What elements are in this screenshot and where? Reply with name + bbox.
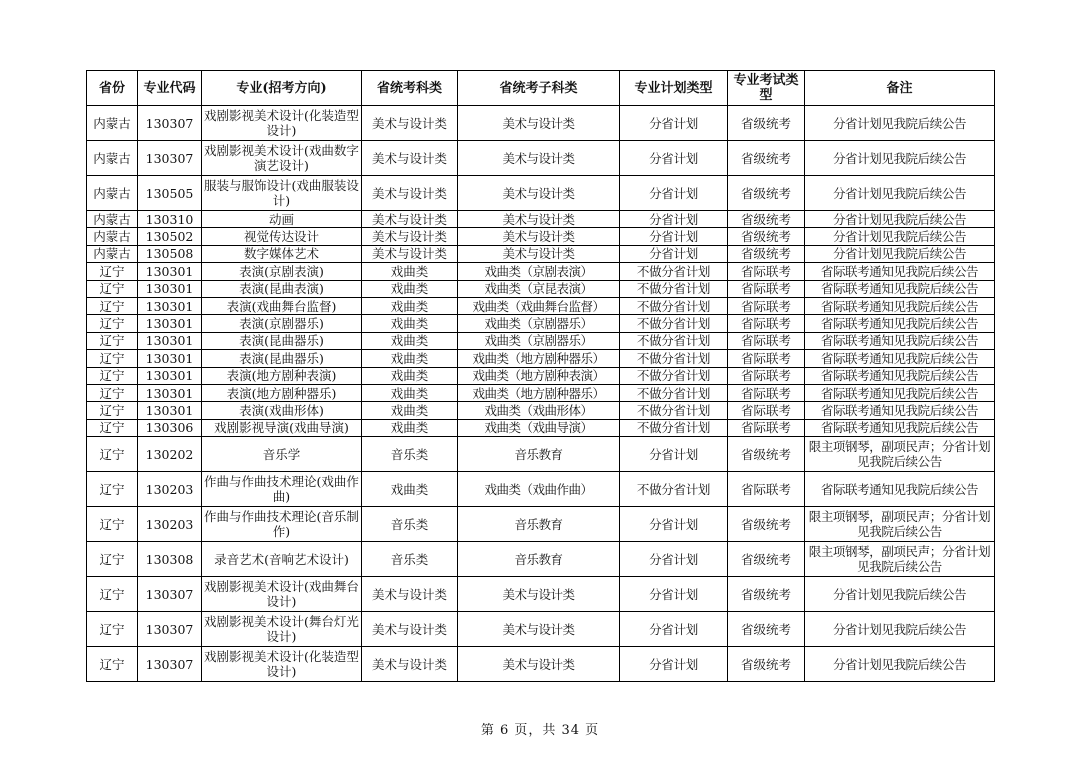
cell-remarks: 省际联考通知见我院后续公告 [805, 297, 995, 314]
cell-category: 美术与设计类 [362, 612, 458, 647]
cell-subcategory: 美术与设计类 [458, 577, 620, 612]
table-row [87, 577, 995, 612]
cell-code: 130203 [138, 507, 202, 542]
cell-major: 音乐学 [202, 437, 362, 472]
cell-remarks: 分省计划见我院后续公告 [805, 245, 995, 262]
cell-code: 130301 [138, 297, 202, 314]
cell-remarks: 分省计划见我院后续公告 [805, 176, 995, 211]
cell-exam-type: 省级统考 [728, 245, 805, 262]
cell-province: 辽宁 [87, 402, 138, 419]
cell-subcategory: 戏曲类（地方剧种器乐） [458, 384, 620, 401]
header-major: 专业(招考方向) [202, 71, 362, 106]
cell-code: 130307 [138, 647, 202, 682]
cell-exam-type: 省级统考 [728, 176, 805, 211]
table-row [87, 350, 995, 367]
cell-major: 戏剧影视导演(戏曲导演) [202, 419, 362, 436]
cell-major: 戏剧影视美术设计(戏曲数字演艺设计) [202, 141, 362, 176]
cell-exam-type: 省级统考 [728, 507, 805, 542]
cell-plan-type: 不做分省计划 [620, 297, 728, 314]
table-row [87, 507, 995, 542]
cell-exam-type: 省级统考 [728, 106, 805, 141]
cell-category: 戏曲类 [362, 384, 458, 401]
cell-category: 美术与设计类 [362, 647, 458, 682]
cell-province: 辽宁 [87, 332, 138, 349]
cell-major: 视觉传达设计 [202, 228, 362, 245]
cell-major: 戏剧影视美术设计(化装造型设计) [202, 647, 362, 682]
cell-plan-type: 不做分省计划 [620, 280, 728, 297]
cell-code: 130301 [138, 263, 202, 280]
cell-plan-type: 分省计划 [620, 228, 728, 245]
table-row [87, 384, 995, 401]
cell-major: 戏剧影视美术设计(戏曲舞台设计) [202, 577, 362, 612]
cell-plan-type: 分省计划 [620, 106, 728, 141]
cell-major: 录音艺术(音响艺术设计) [202, 542, 362, 577]
cell-province: 辽宁 [87, 419, 138, 436]
cell-plan-type: 分省计划 [620, 245, 728, 262]
table-row [87, 542, 995, 577]
cell-category: 戏曲类 [362, 297, 458, 314]
cell-category: 美术与设计类 [362, 245, 458, 262]
table-row [87, 176, 995, 211]
cell-plan-type: 不做分省计划 [620, 350, 728, 367]
table-row [87, 332, 995, 349]
cell-plan-type: 不做分省计划 [620, 402, 728, 419]
cell-remarks: 省际联考通知见我院后续公告 [805, 419, 995, 436]
cell-exam-type: 省际联考 [728, 419, 805, 436]
header-exam-type: 专业考试类型 [728, 71, 805, 106]
admission-plan-table [86, 70, 995, 682]
cell-major: 表演(戏曲舞台监督) [202, 297, 362, 314]
cell-code: 130301 [138, 402, 202, 419]
cell-subcategory: 音乐教育 [458, 542, 620, 577]
cell-category: 美术与设计类 [362, 211, 458, 228]
cell-major: 表演(京剧表演) [202, 263, 362, 280]
cell-subcategory: 美术与设计类 [458, 141, 620, 176]
cell-exam-type: 省际联考 [728, 402, 805, 419]
cell-plan-type: 不做分省计划 [620, 332, 728, 349]
cell-major: 动画 [202, 211, 362, 228]
cell-exam-type: 省际联考 [728, 384, 805, 401]
cell-code: 130306 [138, 419, 202, 436]
cell-exam-type: 省级统考 [728, 577, 805, 612]
cell-subcategory: 美术与设计类 [458, 245, 620, 262]
cell-category: 戏曲类 [362, 367, 458, 384]
cell-major: 表演(地方剧种表演) [202, 367, 362, 384]
cell-province: 内蒙古 [87, 106, 138, 141]
cell-subcategory: 戏曲类（戏曲作曲） [458, 472, 620, 507]
header-code: 专业代码 [138, 71, 202, 106]
cell-exam-type: 省级统考 [728, 542, 805, 577]
table-row [87, 106, 995, 141]
cell-exam-type: 省际联考 [728, 263, 805, 280]
table-row [87, 472, 995, 507]
cell-category: 戏曲类 [362, 315, 458, 332]
cell-code: 130308 [138, 542, 202, 577]
cell-category: 美术与设计类 [362, 228, 458, 245]
table-header-row [87, 71, 995, 106]
header-subcategory: 省统考子科类 [458, 71, 620, 106]
cell-category: 戏曲类 [362, 263, 458, 280]
cell-category: 音乐类 [362, 507, 458, 542]
cell-remarks: 省际联考通知见我院后续公告 [805, 367, 995, 384]
cell-code: 130301 [138, 384, 202, 401]
cell-province: 辽宁 [87, 350, 138, 367]
header-category: 省统考科类 [362, 71, 458, 106]
cell-province: 辽宁 [87, 280, 138, 297]
cell-subcategory: 戏曲类（京昆表演） [458, 280, 620, 297]
cell-category: 音乐类 [362, 542, 458, 577]
cell-province: 内蒙古 [87, 141, 138, 176]
table-row [87, 280, 995, 297]
cell-exam-type: 省级统考 [728, 228, 805, 245]
cell-subcategory: 美术与设计类 [458, 228, 620, 245]
table-row [87, 402, 995, 419]
cell-category: 美术与设计类 [362, 106, 458, 141]
cell-major: 服装与服饰设计(戏曲服装设计) [202, 176, 362, 211]
cell-plan-type: 分省计划 [620, 577, 728, 612]
cell-code: 130307 [138, 577, 202, 612]
table-row [87, 297, 995, 314]
cell-province: 辽宁 [87, 315, 138, 332]
cell-remarks: 分省计划见我院后续公告 [805, 612, 995, 647]
table-row [87, 612, 995, 647]
cell-major: 表演(京剧器乐) [202, 315, 362, 332]
cell-remarks: 省际联考通知见我院后续公告 [805, 384, 995, 401]
cell-exam-type: 省级统考 [728, 141, 805, 176]
table-row [87, 228, 995, 245]
cell-subcategory: 戏曲类（戏曲导演） [458, 419, 620, 436]
cell-remarks: 分省计划见我院后续公告 [805, 106, 995, 141]
cell-exam-type: 省际联考 [728, 332, 805, 349]
cell-subcategory: 戏曲类（京剧表演） [458, 263, 620, 280]
cell-province: 辽宁 [87, 542, 138, 577]
cell-plan-type: 分省计划 [620, 612, 728, 647]
cell-major: 表演(昆曲表演) [202, 280, 362, 297]
cell-code: 130307 [138, 106, 202, 141]
cell-category: 美术与设计类 [362, 577, 458, 612]
cell-major: 数字媒体艺术 [202, 245, 362, 262]
cell-subcategory: 美术与设计类 [458, 612, 620, 647]
cell-province: 内蒙古 [87, 228, 138, 245]
cell-category: 音乐类 [362, 437, 458, 472]
cell-subcategory: 戏曲类（地方剧种器乐） [458, 350, 620, 367]
cell-plan-type: 不做分省计划 [620, 367, 728, 384]
cell-remarks: 限主项钢琴，副项民声；分省计划见我院后续公告 [805, 542, 995, 577]
cell-code: 130301 [138, 367, 202, 384]
cell-remarks: 分省计划见我院后续公告 [805, 228, 995, 245]
cell-plan-type: 分省计划 [620, 176, 728, 211]
cell-code: 130508 [138, 245, 202, 262]
cell-category: 美术与设计类 [362, 176, 458, 211]
table-row [87, 647, 995, 682]
cell-category: 戏曲类 [362, 472, 458, 507]
cell-exam-type: 省际联考 [728, 280, 805, 297]
cell-code: 130307 [138, 612, 202, 647]
cell-category: 美术与设计类 [362, 141, 458, 176]
cell-exam-type: 省级统考 [728, 211, 805, 228]
table-row [87, 437, 995, 472]
cell-remarks: 省际联考通知见我院后续公告 [805, 315, 995, 332]
table-row [87, 315, 995, 332]
cell-remarks: 省际联考通知见我院后续公告 [805, 263, 995, 280]
table-row [87, 367, 995, 384]
cell-plan-type: 不做分省计划 [620, 263, 728, 280]
cell-subcategory: 戏曲类（京剧器乐） [458, 332, 620, 349]
cell-code: 130202 [138, 437, 202, 472]
cell-major: 表演(地方剧种器乐) [202, 384, 362, 401]
cell-exam-type: 省级统考 [728, 437, 805, 472]
cell-code: 130301 [138, 350, 202, 367]
cell-remarks: 省际联考通知见我院后续公告 [805, 402, 995, 419]
cell-exam-type: 省级统考 [728, 647, 805, 682]
cell-subcategory: 音乐教育 [458, 507, 620, 542]
cell-province: 辽宁 [87, 384, 138, 401]
cell-exam-type: 省际联考 [728, 315, 805, 332]
cell-plan-type: 分省计划 [620, 211, 728, 228]
cell-category: 戏曲类 [362, 402, 458, 419]
cell-subcategory: 戏曲类（戏曲形体） [458, 402, 620, 419]
cell-subcategory: 戏曲类（地方剧种表演） [458, 367, 620, 384]
header-plan-type: 专业计划类型 [620, 71, 728, 106]
cell-plan-type: 分省计划 [620, 647, 728, 682]
cell-province: 辽宁 [87, 367, 138, 384]
cell-major: 表演(昆曲器乐) [202, 332, 362, 349]
cell-province: 辽宁 [87, 507, 138, 542]
cell-plan-type: 分省计划 [620, 437, 728, 472]
cell-exam-type: 省级统考 [728, 612, 805, 647]
table-row [87, 263, 995, 280]
cell-province: 辽宁 [87, 647, 138, 682]
cell-major: 作曲与作曲技术理论(音乐制作) [202, 507, 362, 542]
cell-subcategory: 戏曲类（京剧器乐） [458, 315, 620, 332]
cell-province: 辽宁 [87, 472, 138, 507]
cell-plan-type: 分省计划 [620, 507, 728, 542]
table-row [87, 141, 995, 176]
cell-province: 辽宁 [87, 263, 138, 280]
cell-plan-type: 不做分省计划 [620, 384, 728, 401]
cell-plan-type: 分省计划 [620, 141, 728, 176]
cell-code: 130203 [138, 472, 202, 507]
cell-province: 辽宁 [87, 577, 138, 612]
cell-remarks: 省际联考通知见我院后续公告 [805, 472, 995, 507]
table-row [87, 419, 995, 436]
cell-code: 130301 [138, 280, 202, 297]
cell-exam-type: 省际联考 [728, 472, 805, 507]
table-row [87, 245, 995, 262]
cell-category: 戏曲类 [362, 419, 458, 436]
cell-province: 内蒙古 [87, 211, 138, 228]
cell-category: 戏曲类 [362, 350, 458, 367]
cell-exam-type: 省际联考 [728, 297, 805, 314]
cell-subcategory: 美术与设计类 [458, 647, 620, 682]
cell-code: 130310 [138, 211, 202, 228]
header-province: 省份 [87, 71, 138, 106]
cell-major: 戏剧影视美术设计(舞台灯光设计) [202, 612, 362, 647]
cell-code: 130301 [138, 332, 202, 349]
cell-province: 辽宁 [87, 437, 138, 472]
cell-code: 130301 [138, 315, 202, 332]
cell-plan-type: 不做分省计划 [620, 419, 728, 436]
cell-subcategory: 美术与设计类 [458, 211, 620, 228]
table-body [87, 106, 995, 682]
cell-province: 内蒙古 [87, 245, 138, 262]
cell-province: 内蒙古 [87, 176, 138, 211]
cell-major: 表演(昆曲器乐) [202, 350, 362, 367]
cell-plan-type: 不做分省计划 [620, 315, 728, 332]
cell-major: 作曲与作曲技术理论(戏曲作曲) [202, 472, 362, 507]
cell-code: 130505 [138, 176, 202, 211]
cell-remarks: 省际联考通知见我院后续公告 [805, 350, 995, 367]
cell-subcategory: 音乐教育 [458, 437, 620, 472]
cell-subcategory: 美术与设计类 [458, 106, 620, 141]
cell-plan-type: 分省计划 [620, 542, 728, 577]
cell-category: 戏曲类 [362, 332, 458, 349]
cell-code: 130307 [138, 141, 202, 176]
cell-code: 130502 [138, 228, 202, 245]
cell-remarks: 分省计划见我院后续公告 [805, 577, 995, 612]
cell-subcategory: 美术与设计类 [458, 176, 620, 211]
cell-province: 辽宁 [87, 612, 138, 647]
cell-remarks: 限主项钢琴，副项民声；分省计划见我院后续公告 [805, 507, 995, 542]
cell-remarks: 分省计划见我院后续公告 [805, 647, 995, 682]
cell-major: 戏剧影视美术设计(化装造型设计) [202, 106, 362, 141]
cell-category: 戏曲类 [362, 280, 458, 297]
cell-remarks: 分省计划见我院后续公告 [805, 141, 995, 176]
cell-remarks: 省际联考通知见我院后续公告 [805, 332, 995, 349]
cell-exam-type: 省际联考 [728, 350, 805, 367]
cell-exam-type: 省际联考 [728, 367, 805, 384]
cell-remarks: 限主项钢琴，副项民声；分省计划见我院后续公告 [805, 437, 995, 472]
cell-subcategory: 戏曲类（戏曲舞台监督） [458, 297, 620, 314]
page-number: 第 6 页，共 34 页 [480, 723, 600, 738]
cell-remarks: 分省计划见我院后续公告 [805, 211, 995, 228]
cell-remarks: 省际联考通知见我院后续公告 [805, 280, 995, 297]
cell-plan-type: 不做分省计划 [620, 472, 728, 507]
cell-major: 表演(戏曲形体) [202, 402, 362, 419]
cell-province: 辽宁 [87, 297, 138, 314]
table-row [87, 211, 995, 228]
header-remarks: 备注 [805, 71, 995, 106]
